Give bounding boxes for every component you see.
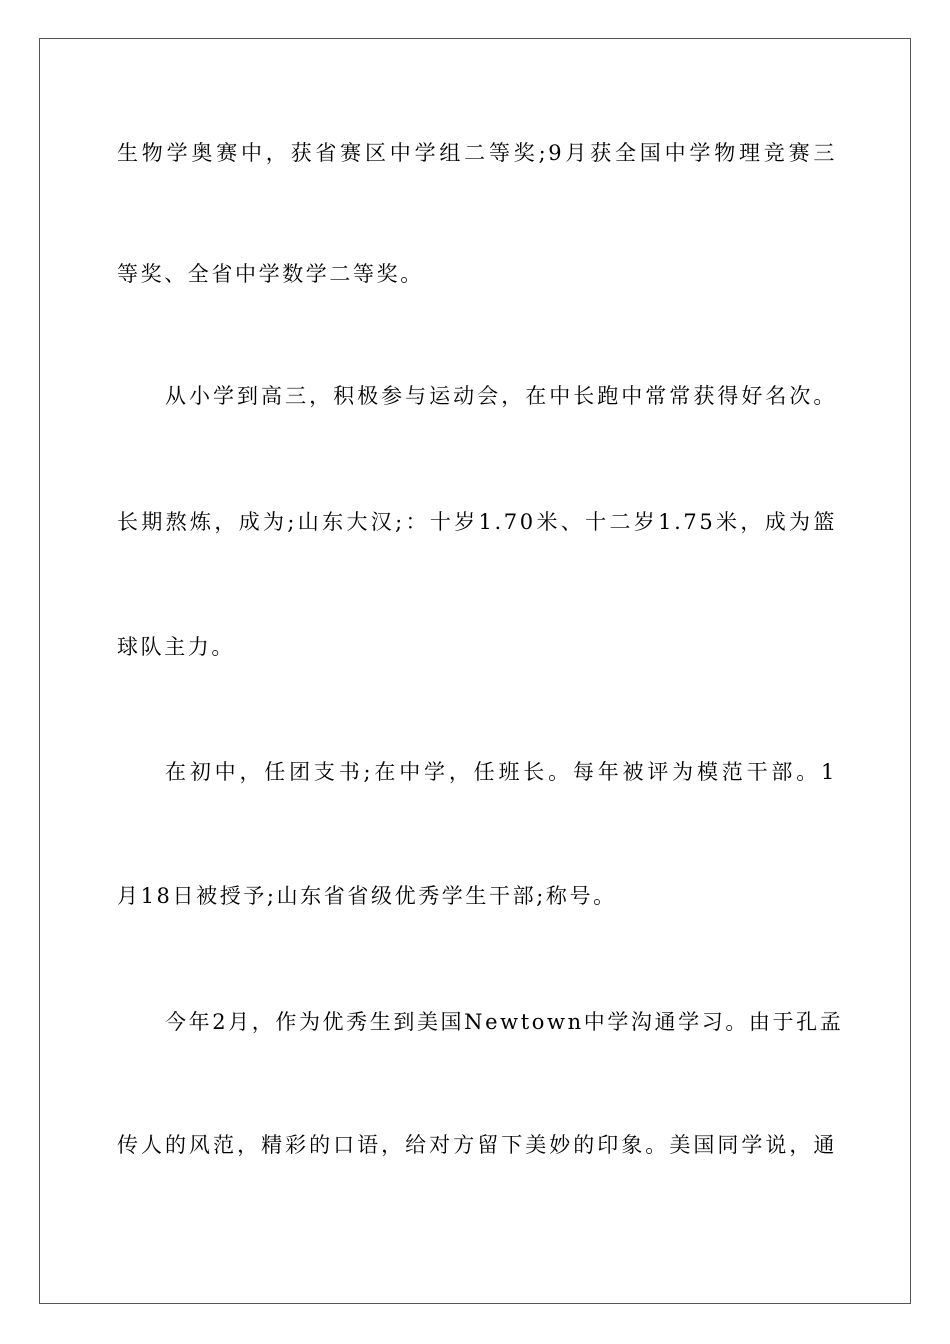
text-line-2: 等奖、全省中学数学二等奖。 [117, 262, 424, 286]
text-line-6: 在初中，任团支书;在中学，任班长。每年被评为模范干部。1 [165, 760, 837, 784]
text-line-5: 球队主力。 [117, 635, 235, 659]
text-line-8: 今年2月，作为优秀生到美国Newtown中学沟通学习。由于孔孟 [165, 1010, 844, 1034]
page-border [39, 38, 911, 1304]
text-line-1: 生物学奥赛中，获省赛区中学组二等奖;9月获全国中学物理竞赛三 [117, 141, 837, 165]
text-line-3: 从小学到高三，积极参与运动会，在中长跑中常常获得好名次。 [165, 384, 837, 408]
text-line-7: 月18日被授予;山东省省级优秀学生干部;称号。 [117, 884, 617, 908]
text-line-4: 长期熬炼，成为;山东大汉;：十岁1.70米、十二岁1.75米，成为篮 [117, 510, 837, 534]
text-line-9: 传人的风范，精彩的口语，给对方留下美妙的印象。美国同学说，通 [117, 1133, 837, 1157]
